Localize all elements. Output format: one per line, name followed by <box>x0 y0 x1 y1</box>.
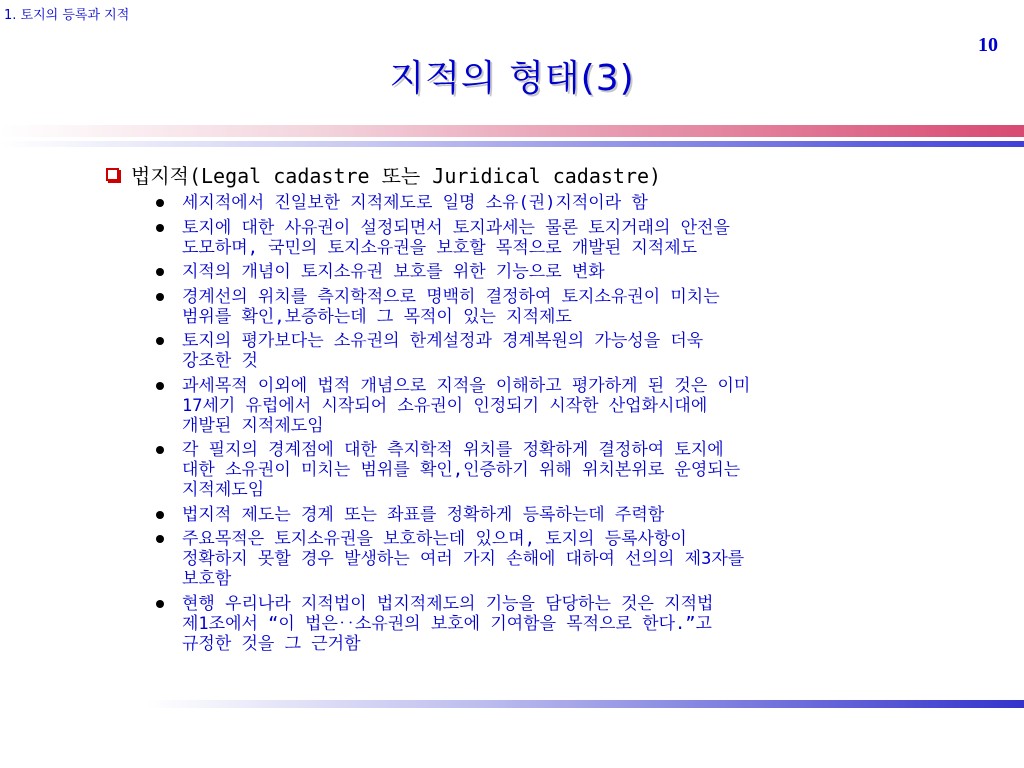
bullet-text: 지적의 개념이 토지소유권 보호를 위한 기능으로 변화 <box>182 262 605 282</box>
main-point-text: 법지적(Legal cadastre 또는 Juridical cadastre) <box>131 164 662 188</box>
bullet-item <box>156 262 964 282</box>
breadcrumb: 1. 토지의 등록과 지적 <box>4 8 130 23</box>
bullet-item <box>156 193 964 213</box>
bullet-icon <box>156 446 164 454</box>
bullet-item <box>156 376 964 436</box>
bullet-icon <box>156 511 164 519</box>
header-divider-pink <box>0 125 1024 137</box>
bullet-text: 주요목적은 토지소유권을 보호하는데 있으며, 토지의 등록사항이 정확하지 못할 경우 발생하는 여러 가지 손해에 대하여 선의의 제3자를 보호함 <box>182 529 745 589</box>
bullet-text: 경계선의 위치를 측지학적으로 명백히 결정하여 토지소유권이 미치는 범위를 확인,보증하는데 그 목적이 있는 지적제도 <box>182 286 720 327</box>
bullet-icon <box>156 293 164 301</box>
bullet-icon <box>156 600 164 608</box>
slide-title: 지적의 형태(3) <box>389 58 635 99</box>
bullet-icon <box>156 535 164 543</box>
bullet-item <box>156 218 964 258</box>
bullet-icon <box>156 382 164 390</box>
main-point <box>104 163 964 189</box>
bullet-item <box>156 331 964 371</box>
checkbox-icon <box>106 168 119 181</box>
bullet-text: 법지적 제도는 경계 또는 좌표를 정확하게 등록하는데 주력함 <box>182 504 665 525</box>
bullet-text: 토지의 평가보다는 소유권의 한계설정과 경계복원의 가능성을 더욱 강조한 것 <box>182 331 704 371</box>
bullet-item <box>156 287 964 327</box>
footer-divider-blue <box>148 700 1024 708</box>
bullet-text: 토지에 대한 사유권이 설정되면서 토지과세는 물론 토지거래의 안전을 도모하며, 국민의 토지소유권을 보호할 목적으로 개발된 지적제도 <box>182 217 730 258</box>
header-divider-blue <box>0 141 1024 147</box>
bullet-item <box>156 529 964 589</box>
page-number: 10 <box>978 34 998 56</box>
bullet-item <box>156 505 964 525</box>
bullet-item <box>156 440 964 500</box>
bullet-icon <box>156 337 164 345</box>
bullet-text: 현행 우리나라 지적법이 법지적제도의 기능을 담당하는 것은 지적법 제1조에서 “이 법은‥소유권의 보호에 기여함을 목적으로 한다.”고 규정한 것을 그 근거함 <box>182 593 714 654</box>
bullet-icon <box>156 268 164 276</box>
bullet-item <box>156 594 964 654</box>
bullet-icon <box>156 224 164 232</box>
bullet-text: 세지적에서 진일보한 지적제도로 일명 소유(권)지적이라 함 <box>182 193 648 213</box>
bullet-text: 과세목적 이외에 법적 개념으로 지적을 이해하고 평가하게 된 것은 이미 17세기 유럽에서 시작되어 소유권이 인정되기 시작한 산업화시대에 개발된 지적제도임 <box>182 375 751 436</box>
bullet-text: 각 필지의 경계점에 대한 측지학적 위치를 정확하게 결정하여 토지에 대한 소유권이 미치는 범위를 확인,인증하기 위해 위치본위로 운영되는 지적제도임 <box>182 440 741 500</box>
bullet-icon <box>156 199 164 207</box>
bullet-list <box>104 193 964 654</box>
slide-content <box>104 163 964 658</box>
